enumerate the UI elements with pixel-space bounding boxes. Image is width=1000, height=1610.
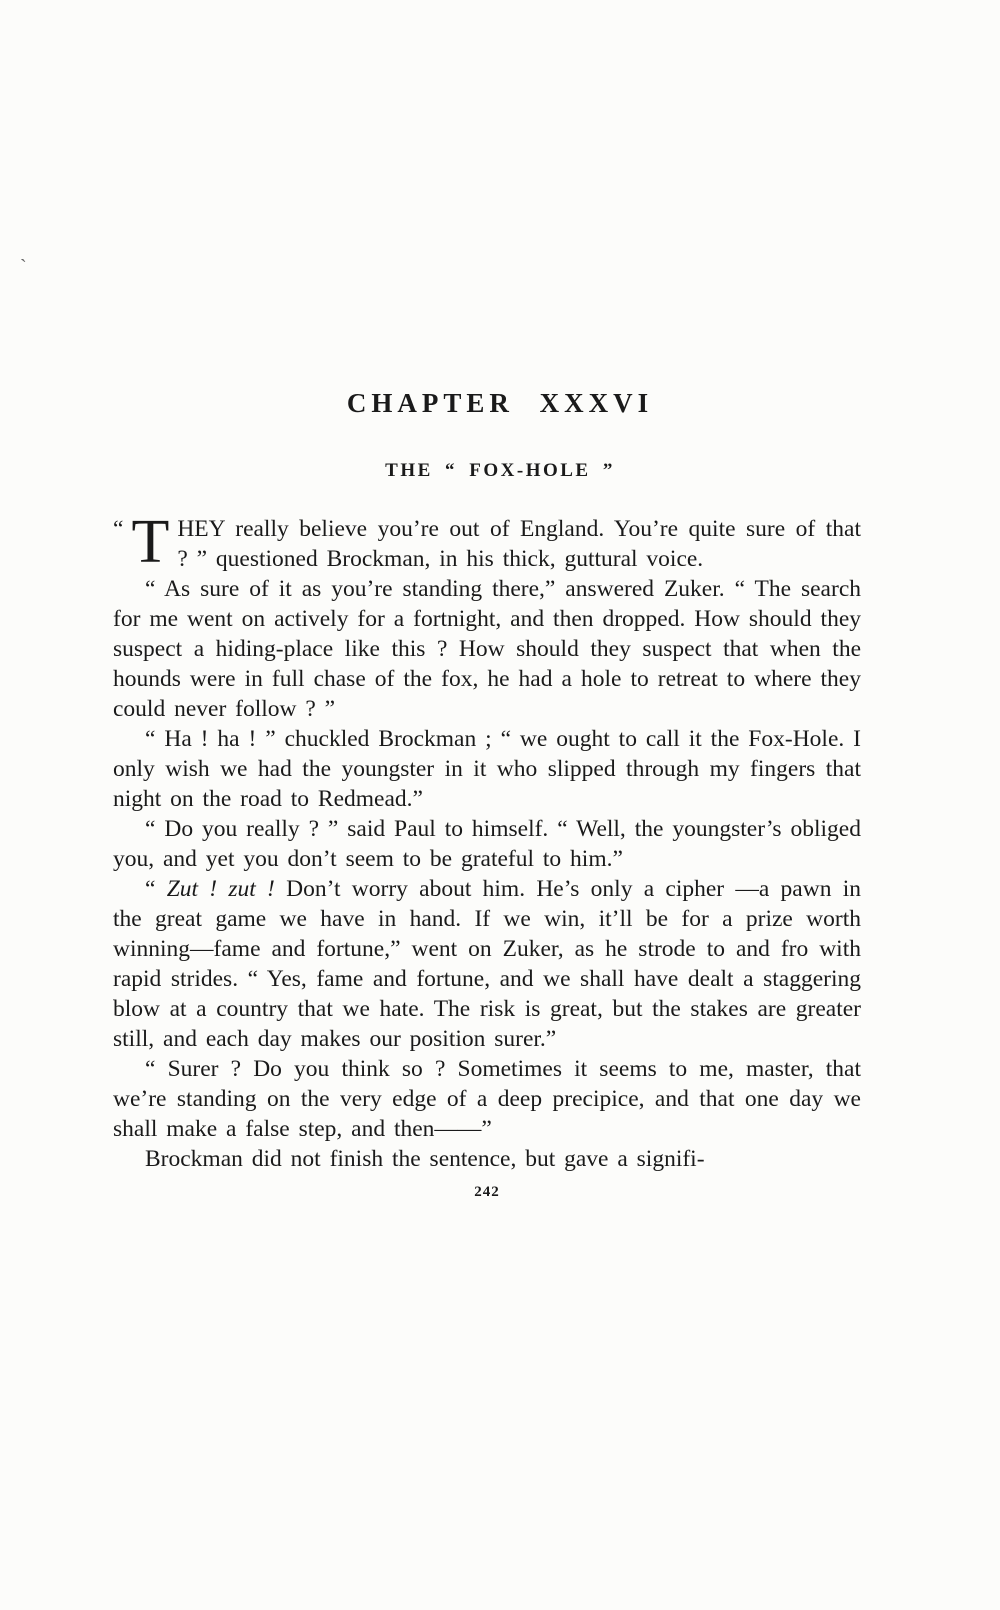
text-run: “ Do you really ? ” said Paul to himself. “ Well, the youngster’s obliged you, and yet you don’t seem to be grateful to him.” xyxy=(113,816,861,872)
paragraph xyxy=(113,1054,861,1144)
italic-text-run: Zut ! zut ! xyxy=(166,876,275,902)
chapter-title: CHAPTER XXXVI xyxy=(346,388,654,418)
body-text xyxy=(113,508,861,1174)
text-run: “ Surer ? Do you think so ? Sometimes it seems to me, master, that we’re standing on the very edge of a deep precipice, and that one day we shall make a false step, and then——” xyxy=(113,1056,861,1142)
scan-artifact-mark: ` xyxy=(20,256,27,278)
paragraph-opening xyxy=(113,508,861,576)
opening-paragraph-text: HEY really believe you’re out of England. You’re quite sure of that ? ” questioned Brockman, in his thick, guttural voice. xyxy=(177,516,861,572)
paragraph xyxy=(113,874,861,1054)
dropcap-letter: T xyxy=(131,508,170,576)
opening-quote-mark: “ xyxy=(113,516,124,542)
paragraph xyxy=(113,1144,861,1174)
text-run: “ As sure of it as you’re standing there,” answered Zuker. “ The search for me went on actively for a fortnight, and then dropped. How should they suspect a hiding-place like this ? How should they suspect that when the hounds were in full chase of the fox, he had a hole to retreat to where they could never follow ? ” xyxy=(113,576,861,722)
text-run: Brockman did not finish the sentence, but gave a signifi- xyxy=(145,1146,705,1172)
section-title: THE “ FOX-HOLE ” xyxy=(385,460,615,481)
paragraphs-container xyxy=(113,574,861,1174)
page-number: 242 xyxy=(474,1184,500,1200)
paragraph xyxy=(113,814,861,874)
text-run: Don’t worry about him. He’s only a cipher —a pawn in the great game we have in hand. If we win, it’ll be for a prize worth winning—fame and fortune,” went on Zuker, as he strode to and fro with rapid strides. “ Yes, fame and fortune, and we shall have dealt a staggering blow at a country that we hate. The risk is great, but the stakes are greater still, and each day makes our position surer.” xyxy=(113,876,861,1052)
paragraph xyxy=(113,574,861,724)
text-run: “ xyxy=(145,876,167,902)
text-run: “ Ha ! ha ! ” chuckled Brockman ; “ we ought to call it the Fox-Hole. I only wish we had the youngster in it who slipped through my fingers that night on the road to Redmead.” xyxy=(113,726,861,812)
paragraph xyxy=(113,724,861,814)
